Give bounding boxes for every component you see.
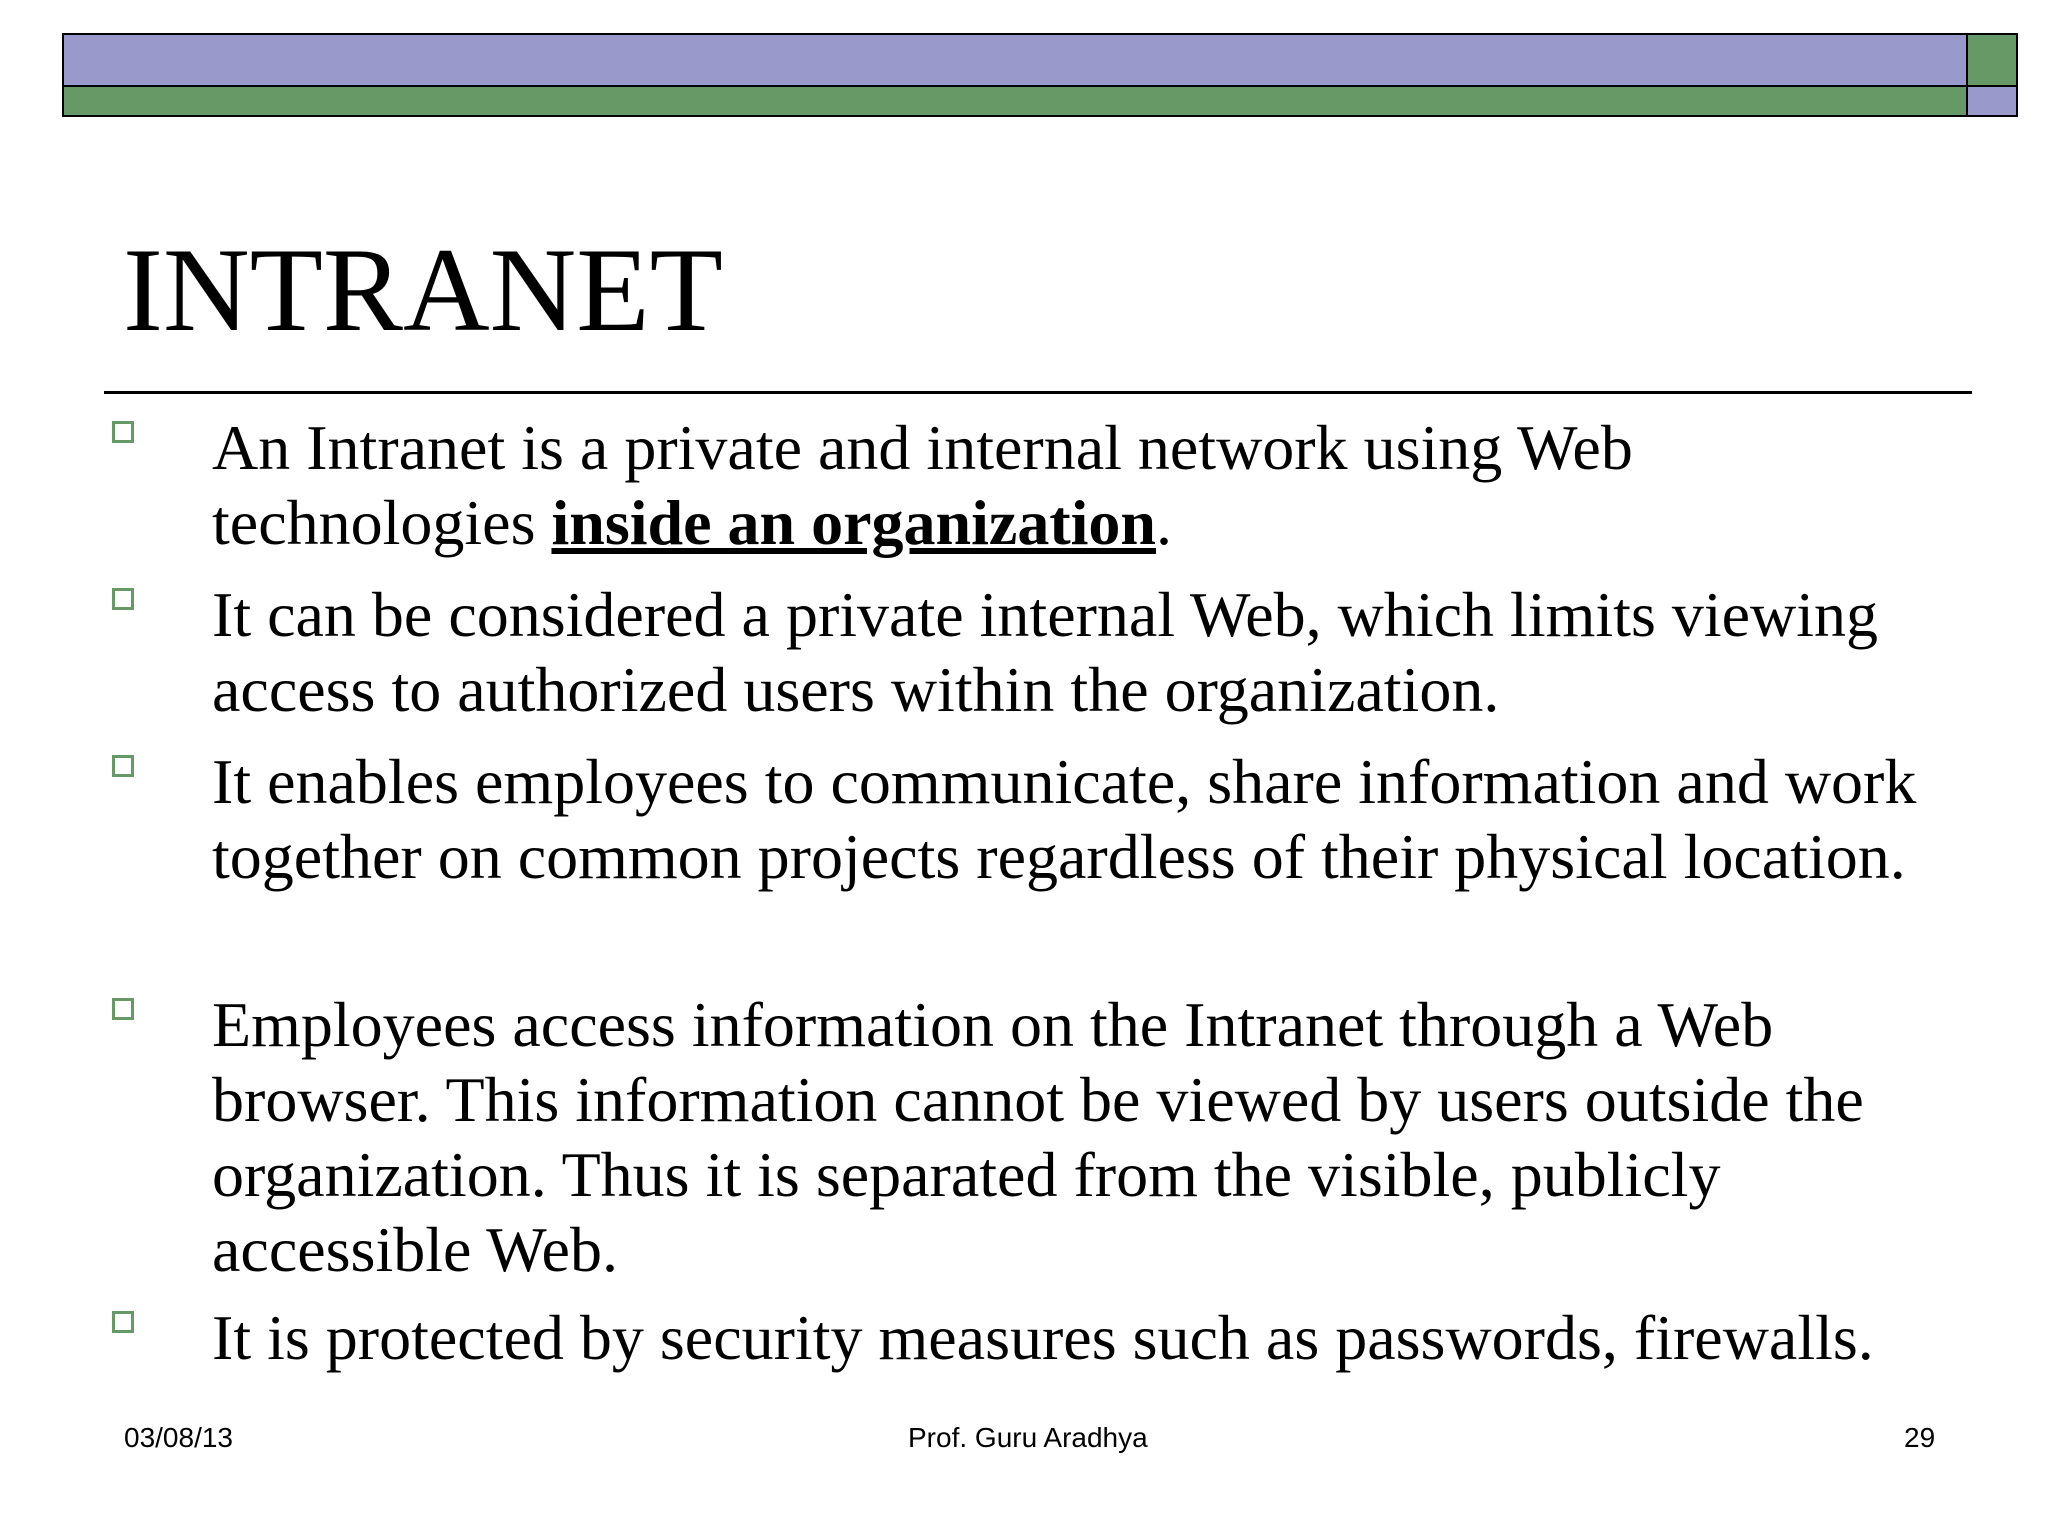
hollow-square-bullet-icon <box>112 421 134 443</box>
bullet-item-1 <box>212 410 1972 560</box>
header-band-purple <box>62 33 1980 87</box>
bullet-item-2 <box>212 577 1972 727</box>
hollow-square-bullet-icon <box>112 998 134 1020</box>
slide-title: INTRANET <box>123 223 723 356</box>
bullet-text: It is protected by security measures such as passwords, firewalls. <box>212 1302 1874 1373</box>
bullet-text: Employees access information on the Intranet through a Web browser. This information cannot be viewed by users outside the organization. Thus it is separated from the visible, publicly accessible Web. <box>212 989 1864 1285</box>
bullet-emphasis: inside an organization <box>551 487 1156 558</box>
bullet-item-4 <box>212 987 1972 1287</box>
hollow-square-bullet-icon <box>112 588 134 610</box>
title-divider <box>104 391 1972 394</box>
bullet-text <box>212 410 1972 560</box>
bullet-item-5 <box>212 1300 1972 1375</box>
header-band-green <box>62 85 1980 117</box>
bullet-text-before: An Intranet is a private and internal network using Web technologies <box>212 412 1633 558</box>
hollow-square-bullet-icon <box>112 755 134 777</box>
bullet-item-3 <box>212 744 1972 894</box>
bullet-text-after: . <box>1156 487 1172 558</box>
footer-date: 03/08/13 <box>124 1422 233 1453</box>
bullet-text: It can be considered a private internal Web, which limits viewing access to authorized users within the organization. <box>212 579 1879 725</box>
header-corner-square-purple <box>1966 85 2018 117</box>
footer-author: Prof. Guru Aradhya <box>908 1422 1148 1453</box>
footer-page-number: 29 <box>1904 1422 1936 1453</box>
header-corner-square-green <box>1966 33 2018 87</box>
hollow-square-bullet-icon <box>112 1311 134 1333</box>
bullet-text: It enables employees to communicate, share information and work together on common projects regardless of their physical location. <box>212 746 1917 892</box>
